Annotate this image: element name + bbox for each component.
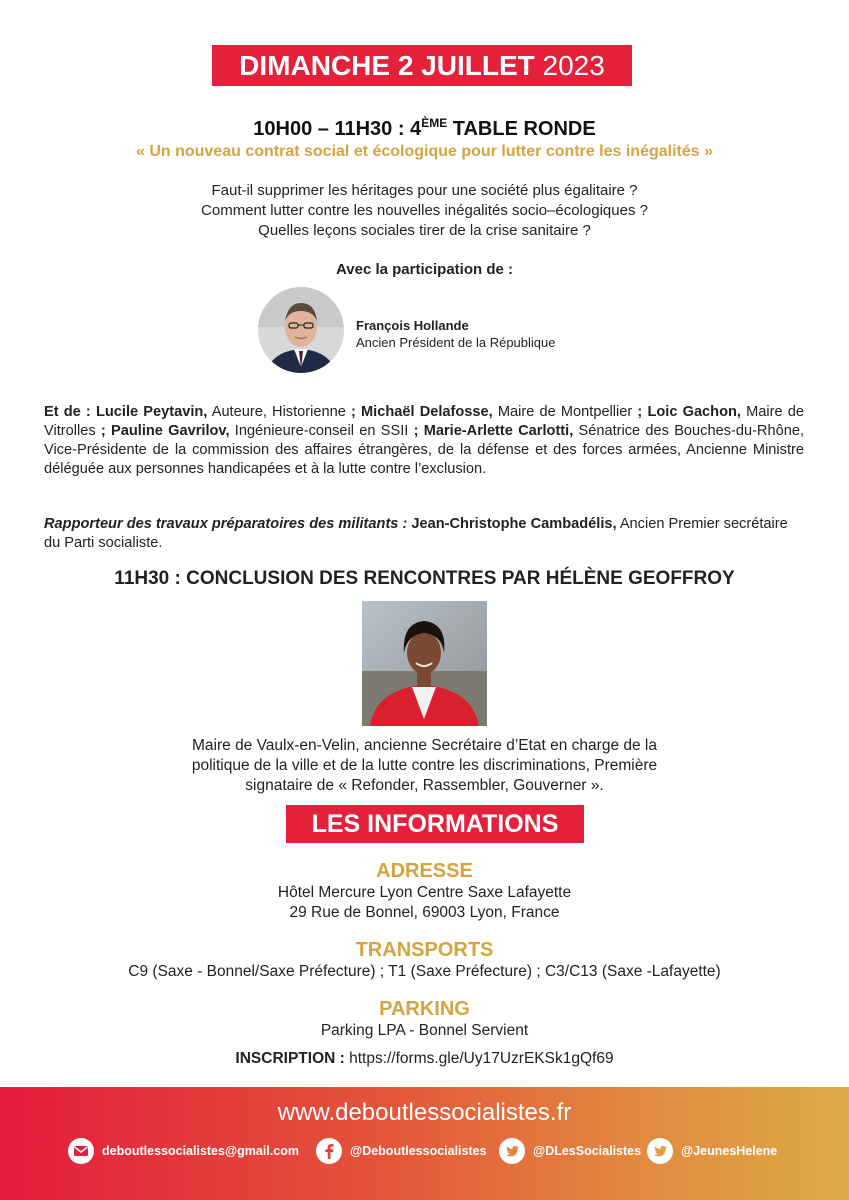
participant-2-name: Michaël Delafosse, xyxy=(361,404,493,420)
question-3: Quelles leçons sociales tirer de la crise sanitaire ? xyxy=(258,222,591,239)
participant-5-name: Marie-Arlette Carlotti, xyxy=(423,423,574,439)
rapporteur-name: Jean-Christophe Cambadélis, xyxy=(411,516,617,532)
twitter-contact-1[interactable] xyxy=(499,1136,641,1166)
info-banner: LES INFORMATIONS xyxy=(286,805,584,843)
address-heading: ADRESSE xyxy=(376,860,473,882)
participant-3-role: Maire de Vitrolles xyxy=(44,404,805,439)
separator-4: ; xyxy=(413,423,424,439)
participant-5-role: Sénatrice des Bouches-du-Rhône, Vice-Présidente de la commission des affaires étrangères, de la défense et des forces armées, Ancienne Ministre déléguée aux personnes handicapées et à la lutte contre l’exclusion. xyxy=(44,423,804,477)
question-2: Comment lutter contre les nouvelles inégalités socio–écologiques ? xyxy=(201,202,648,219)
geoffroy-desc-line-1: Maire de Vaulx-en-Velin, ancienne Secrétaire d’Etat en charge de la xyxy=(192,737,657,754)
email-text: deboutlessocialistes@gmail.com xyxy=(102,1144,299,1158)
conclusion-title: 11H30 : CONCLUSION DES RENCONTRES PAR HÉLÈNE GEOFFROY xyxy=(114,568,735,589)
inscription-label: INSCRIPTION : xyxy=(235,1050,350,1067)
hollande-portrait-icon xyxy=(258,287,344,373)
participant-4-role: Ingénieure-conseil en SSII xyxy=(229,423,414,439)
session-time: 10H00 – 11H30 : 4 xyxy=(253,118,422,140)
rapporteur-paragraph xyxy=(44,515,804,553)
participant-3-name: Loic Gachon, xyxy=(647,404,741,420)
twitter-icon xyxy=(647,1138,673,1164)
guest-name: François Hollande xyxy=(356,318,469,333)
facebook-icon xyxy=(316,1138,342,1164)
address-line-2: 29 Rue de Bonnel, 69003 Lyon, France xyxy=(289,904,560,921)
participants-intro: Et de : xyxy=(44,404,96,420)
session-title-rest: TABLE RONDE xyxy=(447,118,596,140)
twitter-1-text: @DLesSocialistes xyxy=(533,1144,642,1158)
facebook-text: @Deboutlessocialistes xyxy=(350,1144,487,1158)
date-year: 2023 xyxy=(542,50,605,81)
separator-2: ; xyxy=(637,404,648,420)
geoffroy-desc-line-3: signataire de « Refonder, Rassembler, Gouverner ». xyxy=(245,777,604,794)
twitter-2-text: @JeunesHelene xyxy=(681,1144,778,1158)
hollande-photo xyxy=(258,287,344,373)
session-title xyxy=(0,116,849,141)
rapporteur-label: Rapporteur des travaux préparatoires des militants : xyxy=(44,516,412,532)
inscription xyxy=(0,1050,849,1068)
date-banner xyxy=(212,45,632,86)
participant-2-role: Maire de Montpellier xyxy=(492,404,638,420)
twitter-contact-2[interactable] xyxy=(647,1136,777,1166)
transports-text: C9 (Saxe - Bonnel/Saxe Préfecture) ; T1 (Saxe Préfecture) ; C3/C13 (Saxe -Lafayette) xyxy=(128,963,721,980)
session-superscript: ÈME xyxy=(421,116,448,130)
email-contact[interactable] xyxy=(68,1136,299,1166)
parking-text: Parking LPA - Bonnel Servient xyxy=(320,1022,529,1039)
geoffroy-description xyxy=(0,736,849,796)
facebook-contact[interactable] xyxy=(316,1136,487,1166)
twitter-icon xyxy=(499,1138,525,1164)
participants-paragraph xyxy=(44,403,804,479)
geoffroy-portrait-icon xyxy=(362,601,487,726)
website-link[interactable]: www.deboutlessocialistes.fr xyxy=(277,1099,572,1126)
rapporteur-role: Ancien Premier secrétaire du Parti socialiste. xyxy=(44,516,788,551)
inscription-link[interactable]: https://forms.gle/Uy17UzrEKSk1gQf69 xyxy=(349,1050,614,1067)
participant-4-name: Pauline Gavrilov, xyxy=(111,423,230,439)
participation-label: Avec la participation de : xyxy=(336,261,513,278)
separator-3: ; xyxy=(100,423,111,439)
session-subtitle: « Un nouveau contrat social et écologique pour lutter contre les inégalités » xyxy=(135,143,713,160)
questions xyxy=(0,181,849,241)
separator-1: ; xyxy=(351,404,362,420)
email-icon xyxy=(68,1138,94,1164)
address-block xyxy=(0,883,849,923)
address-line-1: Hôtel Mercure Lyon Centre Saxe Lafayette xyxy=(277,884,572,901)
transports-heading: TRANSPORTS xyxy=(355,939,494,961)
guest-role: Ancien Président de la République xyxy=(356,335,556,350)
geoffroy-desc-line-2: politique de la ville et de la lutte contre les discriminations, Première xyxy=(191,757,658,774)
participant-1-name: Lucile Peytavin, xyxy=(95,404,208,420)
parking-heading: PARKING xyxy=(379,998,470,1020)
geoffroy-photo xyxy=(362,601,487,726)
question-1: Faut-il supprimer les héritages pour une société plus égalitaire ? xyxy=(211,182,638,199)
date-bold: DIMANCHE 2 JUILLET xyxy=(239,50,535,81)
participant-1-role: Auteure, Historienne xyxy=(207,404,351,420)
